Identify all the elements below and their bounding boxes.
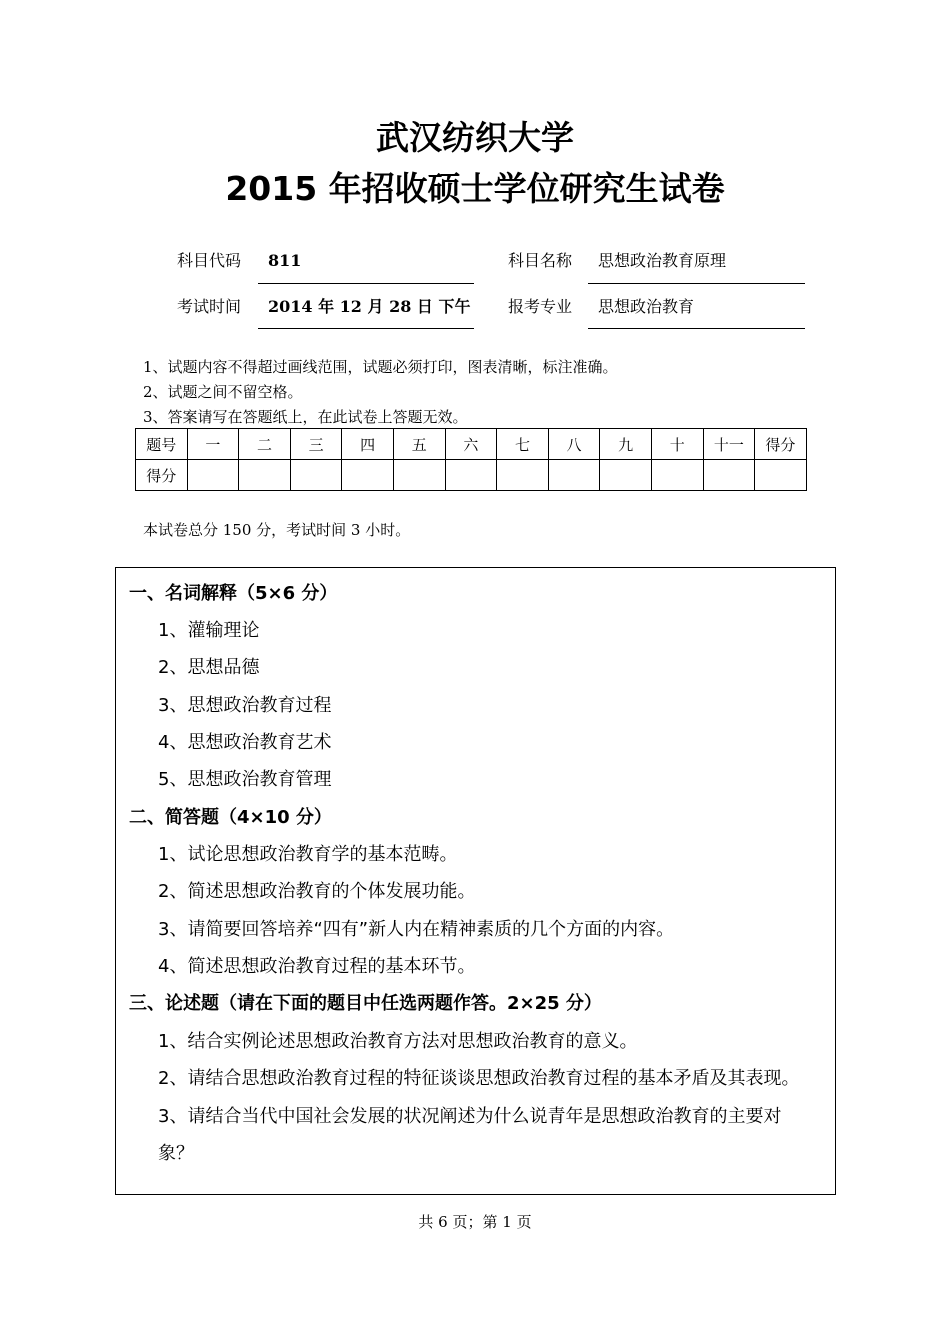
score-cell [497,460,549,491]
question-item-continuation: 象？ [158,1143,194,1164]
subject-name-underline [588,283,805,284]
section-3-heading: 三、论述题（请在下面的题目中任选两题作答。2×25 分） [129,993,602,1014]
score-table [135,428,807,491]
score-cell [651,460,703,491]
score-cell [703,460,755,491]
question-item: 5、思想政治教育管理 [158,769,332,790]
question-item: 1、灌输理论 [158,620,260,641]
subject-code-label: 科目代码 [177,251,242,270]
score-cell [393,460,445,491]
section-1-heading: 一、名词解释（5×6 分） [129,583,338,604]
score-table-header-cell: 四 [342,429,394,460]
score-cell [187,460,239,491]
score-cell [342,460,394,491]
score-cell [548,460,600,491]
score-table-header-cell: 八 [548,429,600,460]
score-cell [445,460,497,491]
score-cell [600,460,652,491]
question-item: 3、请简要回答培养“四有”新人内在精神素质的几个方面的内容。 [158,919,675,940]
score-table-header-cell: 十 [651,429,703,460]
exam-time-label: 考试时间 [177,297,242,316]
major-label: 报考专业 [508,297,573,316]
score-cell [755,460,807,491]
score-table-score-row [136,460,807,491]
exam-time-underline [258,328,474,329]
question-item: 3、请结合当代中国社会发展的状况阐述为什么说青年是思想政治教育的主要对 [158,1106,782,1127]
question-item: 1、试论思想政治教育学的基本范畴。 [158,844,458,865]
question-item: 2、简述思想政治教育的个体发展功能。 [158,881,476,902]
note-1: 1、试题内容不得超过画线范围，试题必须打印，图表清晰，标注准确。 [143,358,618,376]
score-cell [290,460,342,491]
score-table-header-cell: 一 [187,429,239,460]
note-3: 3、答案请写在答题纸上，在此试卷上答题无效。 [143,408,468,426]
question-item: 2、思想品德 [158,657,260,678]
exam-summary: 本试卷总分 150 分，考试时间 3 小时。 [143,521,411,539]
score-table-header-cell: 六 [445,429,497,460]
subject-code-value: 811 [268,251,302,270]
score-table-header-cell: 十一 [703,429,755,460]
score-table-header-cell: 九 [600,429,652,460]
page-footer: 共 6 页；第 1 页 [418,1213,532,1231]
score-table-header-cell: 得分 [755,429,807,460]
note-2: 2、试题之间不留空格。 [143,383,303,401]
major-value: 思想政治教育 [598,297,695,316]
subject-code-underline [258,283,474,284]
exam-title: 2015 年招收硕士学位研究生试卷 [225,169,725,208]
score-cell [239,460,291,491]
university-title: 武汉纺织大学 [376,118,574,157]
score-table-header-cell: 七 [497,429,549,460]
major-underline [588,328,805,329]
section-2-heading: 二、简答题（4×10 分） [129,807,332,828]
question-item: 1、结合实例论述思想政治教育方法对思想政治教育的意义。 [158,1031,638,1052]
exam-time-value: 2014 年 12 月 28 日 下午 [268,297,471,316]
score-table-header-cell: 五 [393,429,445,460]
score-table-header-cell: 三 [290,429,342,460]
question-item: 4、思想政治教育艺术 [158,732,332,753]
score-table-header-cell: 题号 [136,429,188,460]
score-table-header-row [136,429,807,460]
subject-name-label: 科目名称 [508,251,573,270]
question-item: 4、简述思想政治教育过程的基本环节。 [158,956,476,977]
question-item: 2、请结合思想政治教育过程的特征谈谈思想政治教育过程的基本矛盾及其表现。 [158,1068,800,1089]
score-table-row-label: 得分 [136,460,188,491]
score-table-header-cell: 二 [239,429,291,460]
question-item: 3、思想政治教育过程 [158,695,332,716]
subject-name-value: 思想政治教育原理 [598,251,727,270]
